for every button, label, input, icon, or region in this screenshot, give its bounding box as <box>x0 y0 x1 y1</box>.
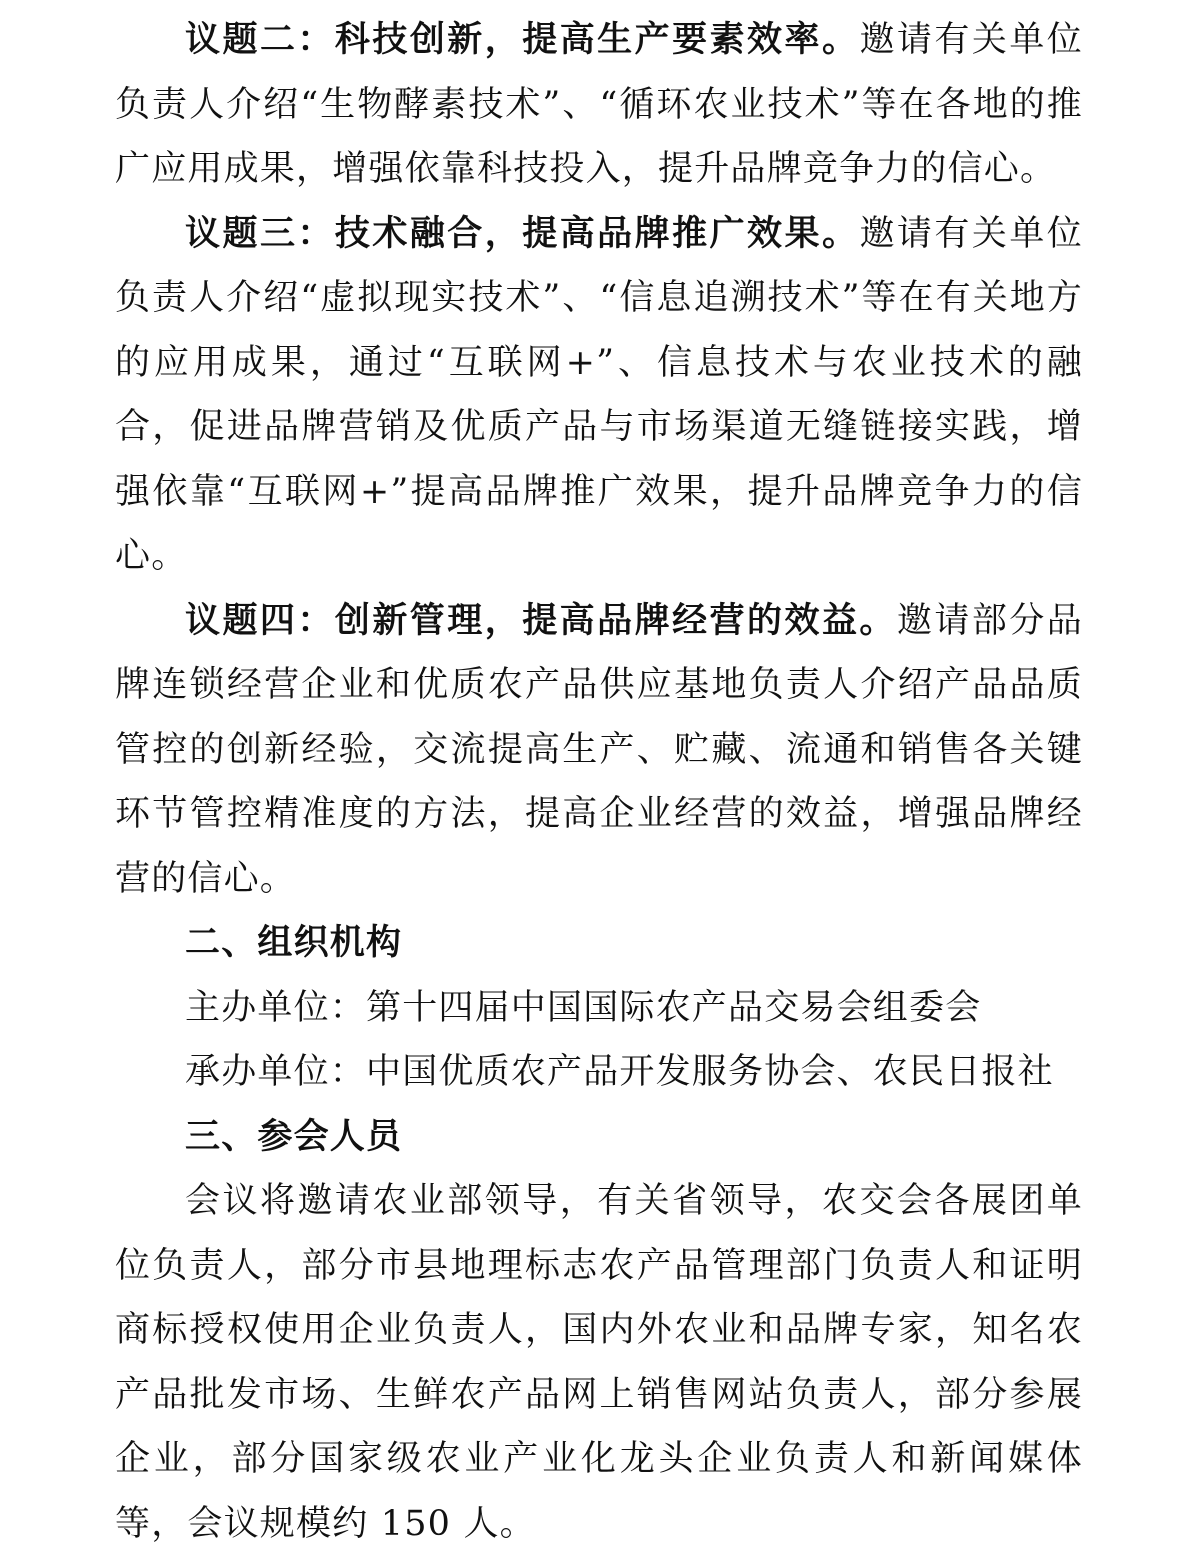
topic-3-lead: 议题三：技术融合，提高品牌推广效果。 <box>185 212 860 254</box>
topic-4-paragraph <box>115 589 1083 912</box>
attendees-paragraph: 会议将邀请农业部领导，有关省领导，农交会各展团单位负责人，部分市县地理标志农产品管理部门负责人和证明商标授权使用企业负责人，国内外农业和品牌专家，知名农产品批发市场、生鲜农产品网上销售网站负责人，部分参展企业，部分国家级农业产业化龙头企业负责人和新闻媒体等，会议规模约 150 人。 <box>115 1181 1083 1544</box>
topic-2-paragraph <box>115 8 1083 202</box>
topic-4-lead: 议题四：创新管理，提高品牌经营的效益。 <box>185 599 897 641</box>
topic-3-paragraph <box>115 202 1083 589</box>
topic-4-body: 邀请部分品牌连锁经营企业和优质农产品供应基地负责人介绍产品品质管控的创新经验，交流提高生产、贮藏、流通和销售各关键环节管控精准度的方法，提高企业经营的效益，增强品牌经营的信心。 <box>115 600 1083 899</box>
topic-2-lead: 议题二：科技创新，提高生产要素效率。 <box>185 19 860 60</box>
topic-3-body: 邀请有关单位负责人介绍“虚拟现实技术”、“信息追溯技术”等在有关地方的应用成果，通过“互联网+”、信息技术与农业技术的融合，促进品牌营销及优质产品与市场渠道无缝链接实践，增强依靠“互联网+”提高品牌推广效果，提升品牌竞争力的信心。 <box>115 213 1083 576</box>
organizer-unit-line: 承办单位：中国优质农产品开发服务协会、农民日报社 <box>185 1052 1054 1092</box>
topic-2-body: 邀请有关单位负责人介绍“生物酵素技术”、“循环农业技术”等在各地的推广应用成果，增强依靠科技投入，提升品牌竞争力的信心。 <box>115 20 1083 189</box>
host-unit-line: 主办单位：第十四届中国国际农产品交易会组委会 <box>185 987 982 1028</box>
section-3-heading: 三、参会人员 <box>185 1115 403 1157</box>
document-page <box>115 8 1083 1556</box>
section-2-heading: 二、组织机构 <box>185 922 403 963</box>
